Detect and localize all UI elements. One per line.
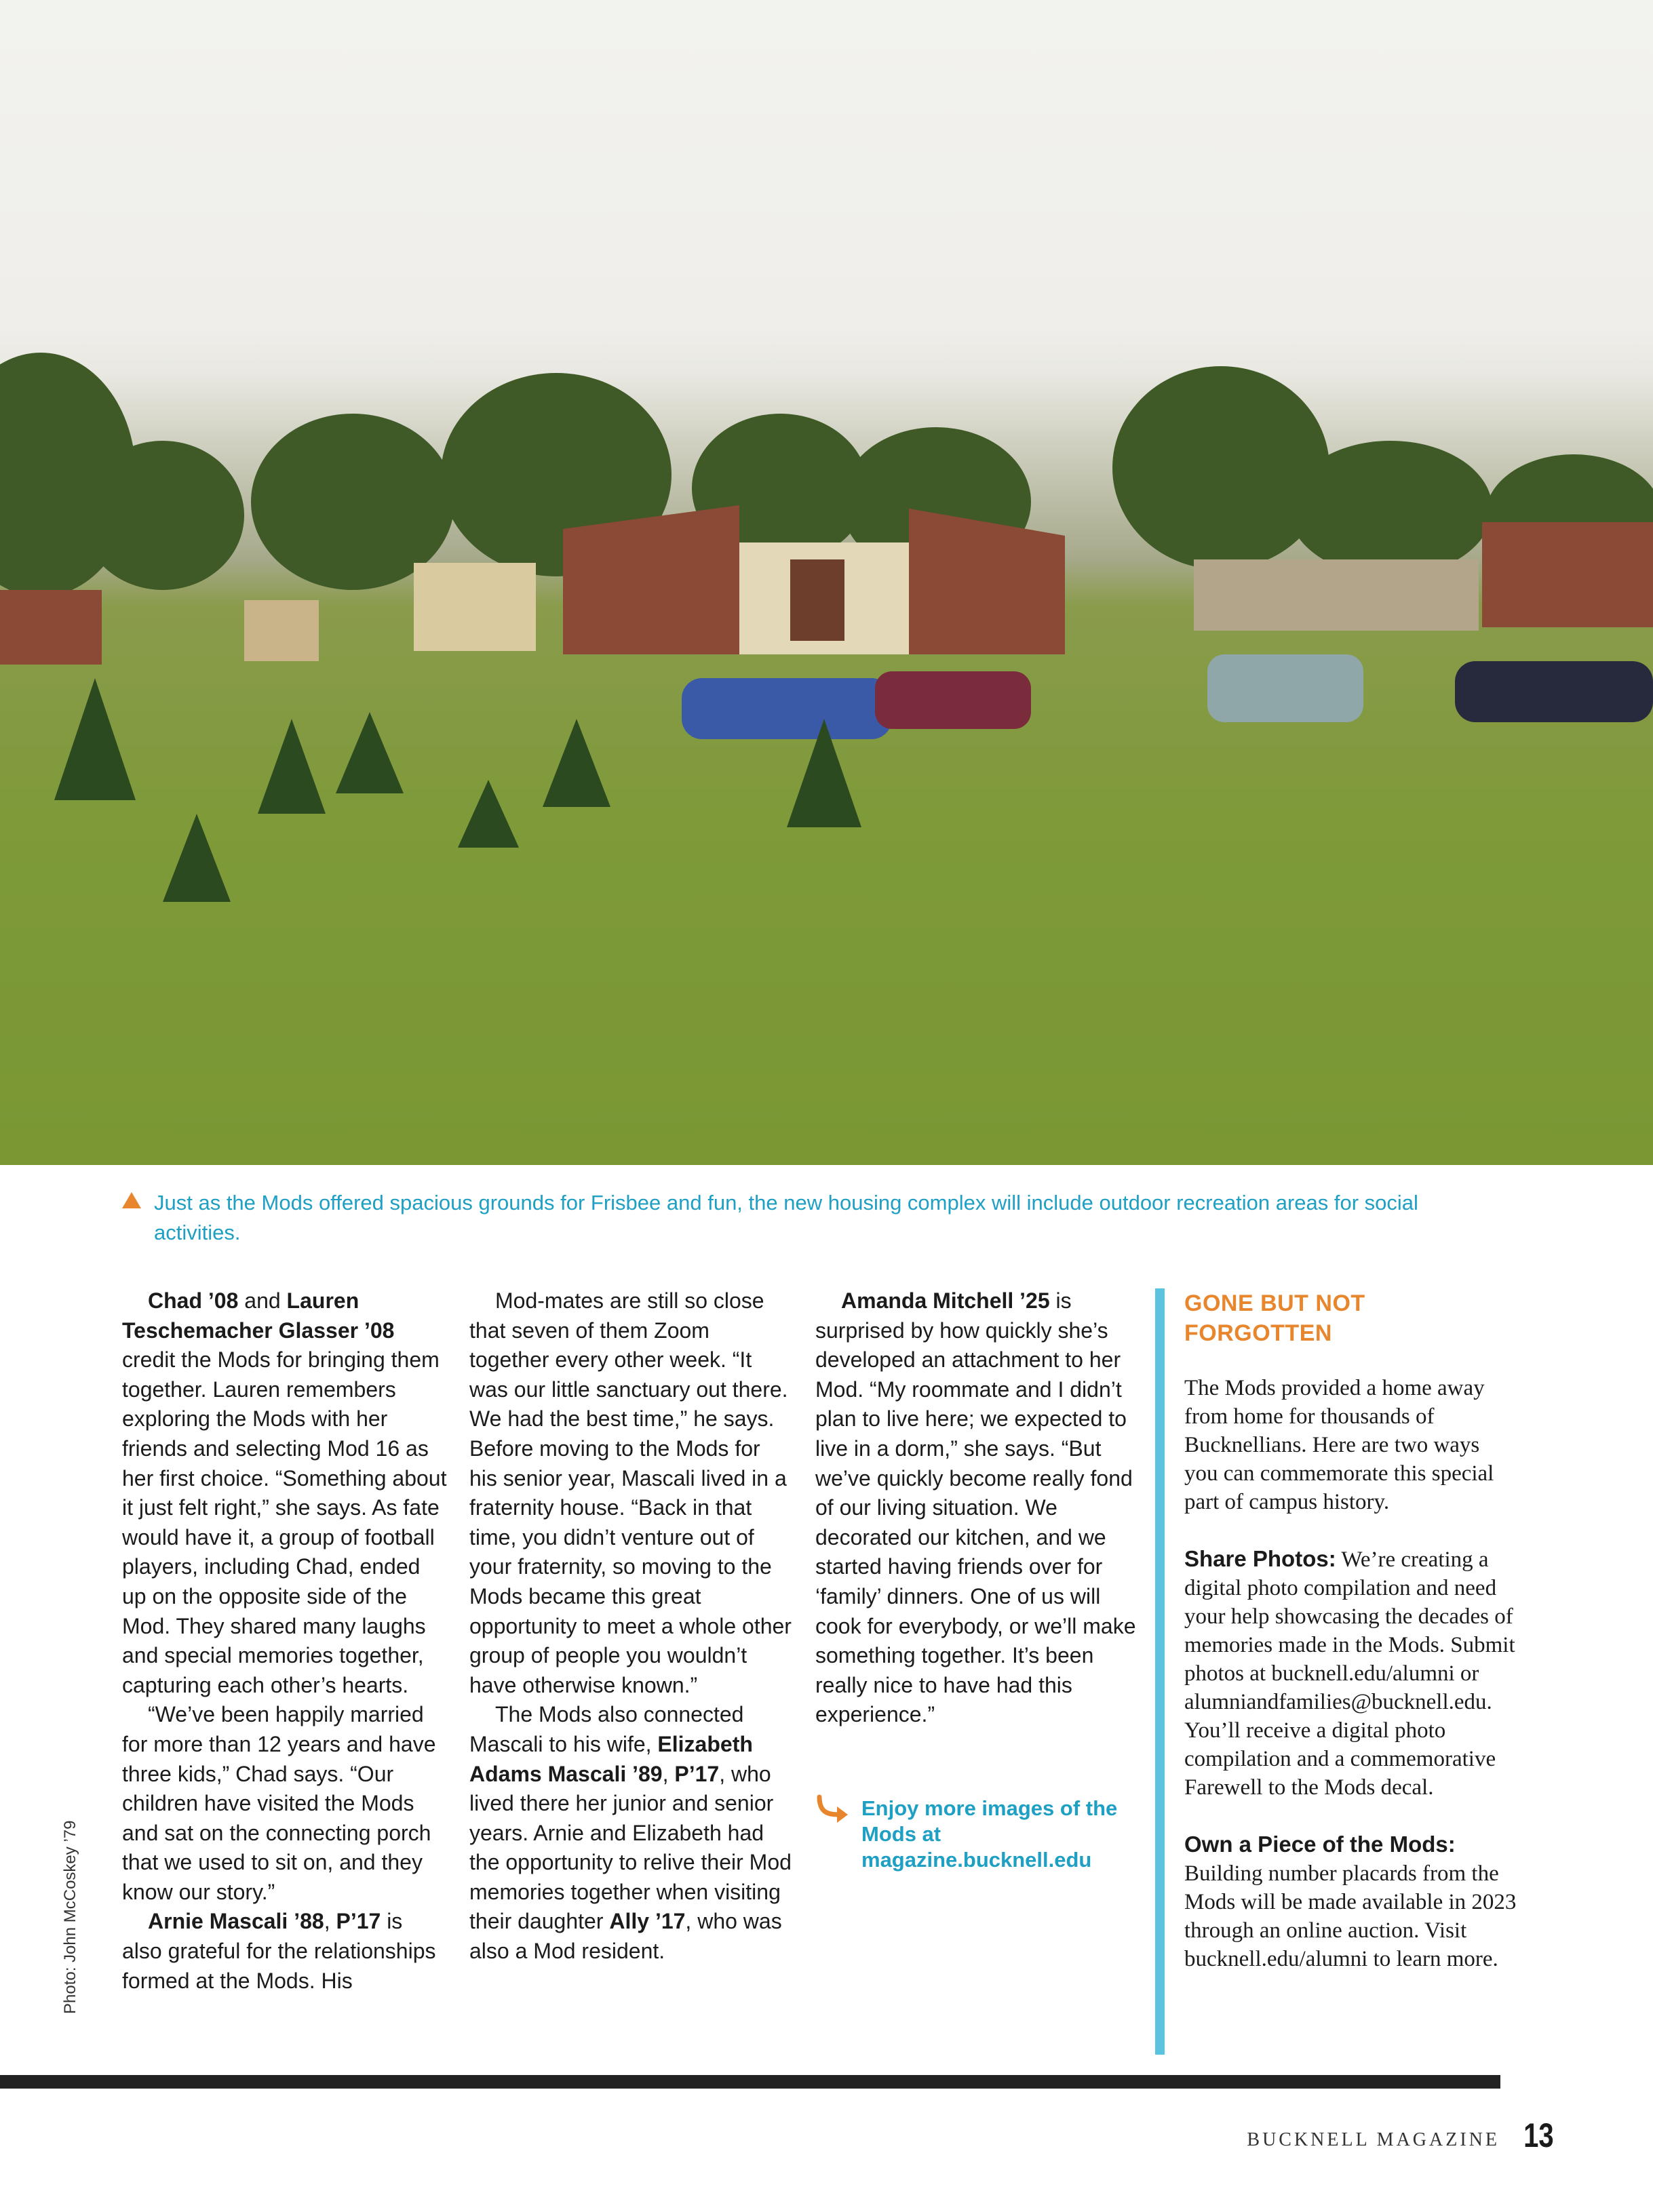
more-images-link[interactable]: [815, 1796, 1141, 1873]
text-run: credit the Mods for bringing them together. Lauren remembers exploring the Mods with her friends and selecting Mod 16 as her first choice. “Something about it just felt right,” she says. As fate would have it, a group of football players, including Chad, ended up on the opposite side of the Mod. They shared many laughs and special memories together, capturing each other’s hearts.: [122, 1347, 447, 1697]
publication-name: BUCKNELL MAGAZINE: [1247, 2129, 1500, 2150]
footer-rule: [0, 2075, 1500, 2089]
text-run: is surprised by how quickly she’s developed an attachment to her Mod. “My roommate and I didn’t plan to live here; we expected to live in a dorm,” she says. “But we’ve quickly become really fond of our living situation. We decorated our kitchen, and we started having friends over for ‘family’ dinners. One of us will cook for everybody, or we’ll make something together. It’s been really nice to have had this experience.”: [815, 1288, 1136, 1727]
bold-name: Ally ’17: [609, 1909, 686, 1934]
photo-credit: Photo: John McCoskey ’79: [61, 1820, 79, 2014]
text-run: , who lived there her junior and senior years. Arnie and Elizabeth had the opportunity to relive their Mod memories together when visiting their daughter: [469, 1761, 792, 1934]
sidebar-gone-but-not-forgotten: [1184, 1288, 1517, 2002]
article-column-2: [469, 1286, 792, 1967]
text-run: ,: [324, 1909, 336, 1934]
text-run: The Mods also connected Mascali to his wife,: [469, 1702, 744, 1756]
caption-text: Just as the Mods offered spacious grounds for Frisbee and fun, the new housing complex will include outdoor recreation areas for social activities.: [154, 1191, 1418, 1244]
text-run: “We’ve been happily married for more than 12 years and have three kids,” Chad says. “Our children have visited the Mods and sat on the connecting porch that we used to sit on, and they know our story.”: [122, 1702, 436, 1904]
sidebar-accent-bar: [1155, 1288, 1165, 2055]
sidebar-item-text: Building number placards from the Mods will be made available in 2023 through an online auction. Visit bucknell.edu/alumni to learn more.: [1184, 1861, 1517, 1971]
text-run: Mod-mates are still so close that seven of them Zoom together every other week. “It was our little sanctuary out there. We had the best time,” he says. Before moving to the Mods for his senior year, Mascali lived in a fraternity house. “Back in that time, you didn’t venture out of your fraternity, so moving to the Mods became this great opportunity to meet a whole other group of people you wouldn’t have otherwise known.”: [469, 1288, 792, 1697]
article-paragraph: [815, 1286, 1141, 1730]
article-paragraph: [122, 1286, 448, 1700]
article-column-1: [122, 1286, 448, 1996]
article-paragraph: [469, 1700, 792, 1966]
sidebar-item-lead: Own a Piece of the Mods:: [1184, 1832, 1456, 1857]
text-run: and: [238, 1288, 287, 1313]
article-paragraph: [122, 1907, 448, 1996]
sidebar-title: GONE BUT NOT FORGOTTEN: [1184, 1290, 1365, 1346]
triangle-up-icon: [122, 1192, 141, 1208]
bold-name: Elizabeth Adams Mascali ’89: [469, 1731, 753, 1786]
bold-name: P’17: [674, 1761, 720, 1786]
article-paragraph: [469, 1286, 792, 1700]
text-run: is also grateful for the relationships formed at the Mods. His: [122, 1909, 436, 1993]
sidebar-item-share-photos: [1184, 1545, 1517, 1802]
article-column-3: [815, 1286, 1141, 1730]
text-run: , who was also a Mod resident.: [469, 1909, 782, 1964]
text-run: ,: [662, 1761, 675, 1786]
more-images-text[interactable]: Enjoy more images of the Mods at magazine.bucknell.edu: [861, 1796, 1118, 1872]
sidebar-item-text: We’re creating a digital photo compilation and need your help showcasing the decades of memories made in the Mods. Submit photos at bucknell.edu/alumni or alumniandfamilies@bucknell.edu. You’ll receive a digital photo compilation and a commemorative Farewell to the Mods decal.: [1184, 1547, 1515, 1800]
article-paragraph: [122, 1700, 448, 1907]
bold-name: Arnie Mascali ’88: [148, 1909, 324, 1934]
sidebar-intro: The Mods provided a home away from home for thousands of Bucknellians. Here are two ways you can commemorate this special part of campus history.: [1184, 1376, 1494, 1514]
sidebar-item-lead: Share Photos:: [1184, 1546, 1336, 1571]
bold-name: Amanda Mitchell ’25: [841, 1288, 1050, 1313]
photo-caption: [122, 1188, 1465, 1248]
bold-name: Lauren Teschemacher Glasser ’08: [122, 1288, 395, 1343]
bold-name: Chad ’08: [148, 1288, 239, 1313]
page-number: 13: [1523, 2116, 1554, 2154]
sidebar-item-own-a-piece: [1184, 1830, 1517, 1973]
bold-name: P’17: [336, 1909, 381, 1934]
curved-arrow-icon: [815, 1793, 849, 1824]
